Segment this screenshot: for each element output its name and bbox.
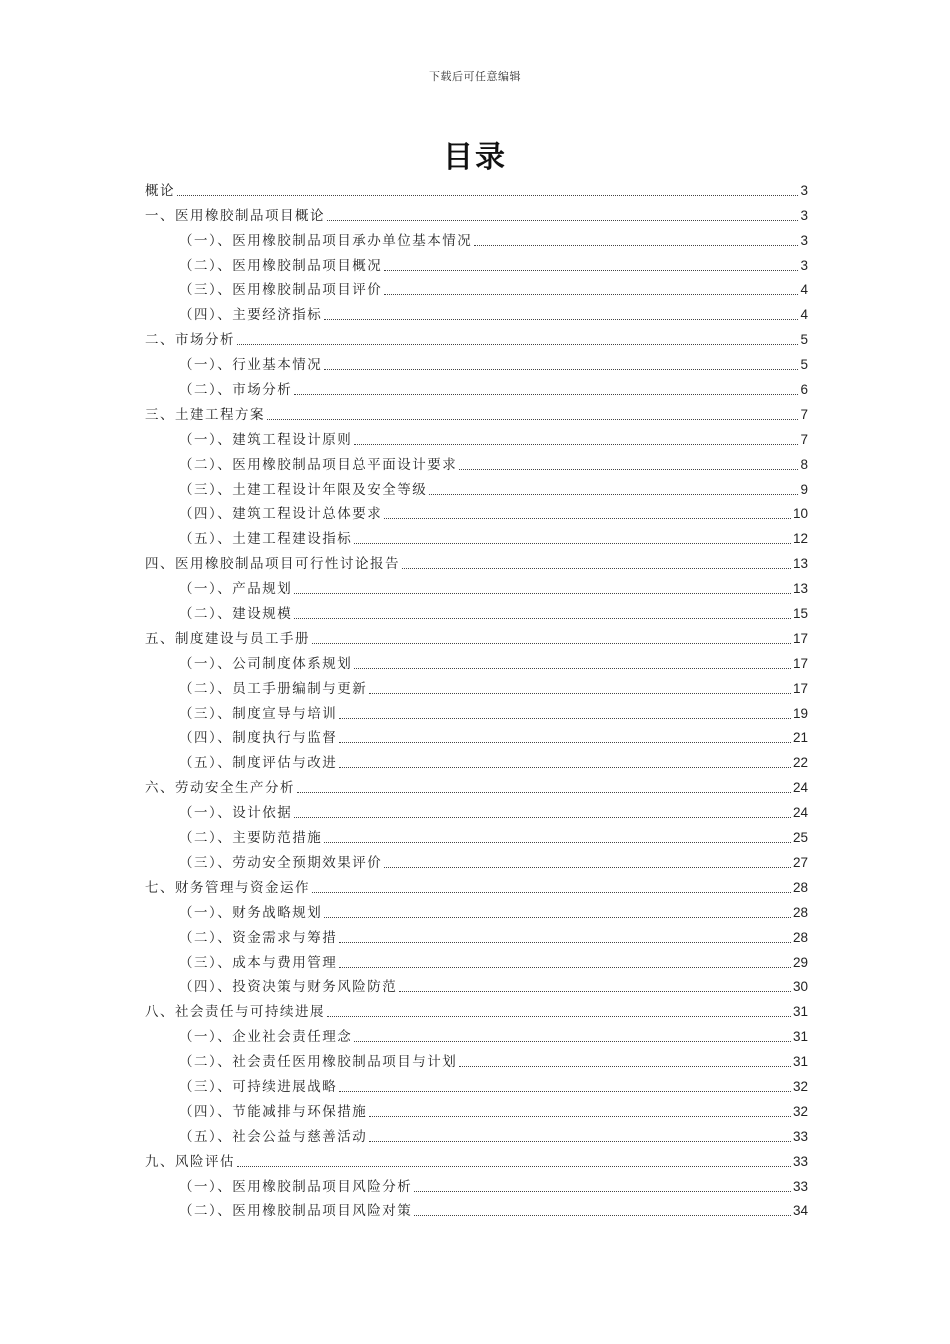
toc-entry-page-number: 28 xyxy=(792,929,808,945)
toc-entry-page-number: 22 xyxy=(792,755,808,771)
toc-entry[interactable] xyxy=(145,1071,808,1096)
dot-leader xyxy=(339,742,791,743)
toc-entry[interactable] xyxy=(145,772,808,797)
toc-entry-label: （二）、医用橡胶制品项目总平面设计要求 xyxy=(179,456,458,473)
page-title: 目录 xyxy=(443,140,507,175)
toc-entry-label: （二）、医用橡胶制品项目概况 xyxy=(179,257,383,274)
toc-entry[interactable] xyxy=(145,200,808,225)
toc-entry-page-number: 28 xyxy=(792,904,808,920)
toc-entry[interactable] xyxy=(145,723,808,748)
toc-entry-page-number: 13 xyxy=(792,556,808,572)
dot-leader xyxy=(474,245,798,246)
toc-entry[interactable] xyxy=(145,847,808,872)
toc-entry[interactable] xyxy=(145,349,808,374)
toc-entry-page-number: 3 xyxy=(800,232,808,248)
dot-leader xyxy=(414,1191,791,1192)
dot-leader xyxy=(294,618,791,619)
toc-entry-page-number: 3 xyxy=(800,182,808,198)
dot-leader xyxy=(384,294,798,295)
toc-entry[interactable] xyxy=(145,374,808,399)
dot-leader xyxy=(237,1166,791,1167)
toc-entry[interactable] xyxy=(145,573,808,598)
dot-leader xyxy=(267,419,798,420)
toc-entry[interactable] xyxy=(145,648,808,673)
toc-entry-page-number: 5 xyxy=(800,357,808,373)
toc-entry-label: （二）、医用橡胶制品项目风险对策 xyxy=(179,1203,413,1220)
dot-leader xyxy=(294,593,791,594)
toc-entry-label: （三）、劳动安全预期效果评价 xyxy=(179,854,383,871)
toc-entry-label: 概论 xyxy=(145,182,175,199)
toc-entry-label: （三）、成本与费用管理 xyxy=(179,954,338,971)
toc-entry-label: 八、社会责任与可持续进展 xyxy=(145,1004,325,1021)
toc-entry-page-number: 13 xyxy=(792,581,808,597)
toc-entry-page-number: 7 xyxy=(800,406,808,422)
toc-entry[interactable] xyxy=(145,797,808,822)
dot-leader xyxy=(177,195,798,196)
toc-entry-page-number: 33 xyxy=(792,1153,808,1169)
toc-entry-label: 三、土建工程方案 xyxy=(145,406,265,423)
toc-entry-page-number: 32 xyxy=(792,1078,808,1094)
toc-entry[interactable] xyxy=(145,1196,808,1221)
dot-leader xyxy=(324,842,791,843)
toc-entry-label: 七、财务管理与资金运作 xyxy=(145,879,310,896)
toc-entry-page-number: 30 xyxy=(792,979,808,995)
toc-entry[interactable] xyxy=(145,747,808,772)
toc-entry[interactable] xyxy=(145,1121,808,1146)
toc-entry[interactable] xyxy=(145,1171,808,1196)
toc-entry-label: （五）、社会公益与慈善活动 xyxy=(179,1128,368,1145)
toc-entry[interactable] xyxy=(145,449,808,474)
toc-entry[interactable] xyxy=(145,499,808,524)
dot-leader xyxy=(237,344,798,345)
toc-entry-label: （一）、企业社会责任理念 xyxy=(179,1029,353,1046)
toc-entry-page-number: 3 xyxy=(800,257,808,273)
dot-leader xyxy=(459,1066,791,1067)
toc-entry[interactable] xyxy=(145,548,808,573)
toc-entry-page-number: 6 xyxy=(800,382,808,398)
header-note: 下载后可任意编辑 xyxy=(429,70,521,83)
dot-leader xyxy=(459,469,798,470)
dot-leader xyxy=(369,693,791,694)
toc-entry-page-number: 31 xyxy=(792,1004,808,1020)
toc-entry-page-number: 17 xyxy=(792,655,808,671)
toc-entry-page-number: 31 xyxy=(792,1029,808,1045)
toc-entry-label: （一）、医用橡胶制品项目风险分析 xyxy=(179,1178,413,1195)
dot-leader xyxy=(339,718,791,719)
dot-leader xyxy=(339,767,791,768)
toc-entry[interactable] xyxy=(145,424,808,449)
toc-entry[interactable] xyxy=(145,922,808,947)
toc-entry-label: （二）、主要防范措施 xyxy=(179,830,323,847)
toc-entry-page-number: 34 xyxy=(792,1203,808,1219)
toc-entry-label: （一）、产品规划 xyxy=(179,581,293,598)
toc-entry-label: （二）、资金需求与筹措 xyxy=(179,929,338,946)
toc-entry-label: （四）、投资决策与财务风险防范 xyxy=(179,979,398,996)
dot-leader xyxy=(354,543,791,544)
toc-entry[interactable] xyxy=(145,299,808,324)
dot-leader xyxy=(384,867,791,868)
toc-entry[interactable] xyxy=(145,623,808,648)
toc-entry-page-number: 27 xyxy=(792,854,808,870)
toc-entry-page-number: 9 xyxy=(800,481,808,497)
toc-entry-label: （一）、行业基本情况 xyxy=(179,357,323,374)
dot-leader xyxy=(324,319,798,320)
dot-leader xyxy=(294,817,791,818)
toc-entry-label: （一）、建筑工程设计原则 xyxy=(179,431,353,448)
toc-entry[interactable] xyxy=(145,598,808,623)
toc-entry-label: （三）、土建工程设计年限及安全等级 xyxy=(179,481,428,498)
toc-entry-label: 二、市场分析 xyxy=(145,332,235,349)
dot-leader xyxy=(324,917,791,918)
toc-entry-page-number: 19 xyxy=(792,705,808,721)
toc-entry-page-number: 24 xyxy=(792,780,808,796)
toc-entry[interactable] xyxy=(145,673,808,698)
toc-entry-page-number: 25 xyxy=(792,830,808,846)
toc-entry-label: （一）、医用橡胶制品项目承办单位基本情况 xyxy=(179,232,473,249)
toc-entry[interactable] xyxy=(145,1146,808,1171)
dot-leader xyxy=(354,444,798,445)
toc-entry-label: （二）、建设规模 xyxy=(179,606,293,623)
toc-entry[interactable] xyxy=(145,897,808,922)
toc-entry[interactable] xyxy=(145,175,808,200)
dot-leader xyxy=(312,892,791,893)
toc-entry-page-number: 24 xyxy=(792,805,808,821)
toc-entry-page-number: 28 xyxy=(792,879,808,895)
toc-entry-label: （四）、主要经济指标 xyxy=(179,307,323,324)
toc-entry-page-number: 17 xyxy=(792,630,808,646)
toc-entry-label: 四、医用橡胶制品项目可行性讨论报告 xyxy=(145,556,400,573)
toc-entry-label: 九、风险评估 xyxy=(145,1153,235,1170)
toc-entry-label: （一）、公司制度体系规划 xyxy=(179,655,353,672)
toc-entry[interactable] xyxy=(145,996,808,1021)
toc-entry-page-number: 4 xyxy=(800,282,808,298)
toc-entry[interactable] xyxy=(145,1096,808,1121)
dot-leader xyxy=(384,270,798,271)
toc-entry[interactable] xyxy=(145,972,808,997)
toc-entry-label: （四）、制度执行与监督 xyxy=(179,730,338,747)
dot-leader xyxy=(384,518,791,519)
dot-leader xyxy=(297,792,791,793)
dot-leader xyxy=(339,967,791,968)
toc-entry-label: 六、劳动安全生产分析 xyxy=(145,780,295,797)
toc-entry-page-number: 10 xyxy=(792,506,808,522)
toc-entry-page-number: 21 xyxy=(792,730,808,746)
dot-leader xyxy=(369,1116,791,1117)
dot-leader xyxy=(327,220,798,221)
toc-entry[interactable] xyxy=(145,474,808,499)
toc-entry[interactable] xyxy=(145,399,808,424)
dot-leader xyxy=(399,991,791,992)
table-of-contents xyxy=(145,175,808,1220)
dot-leader xyxy=(354,668,791,669)
toc-entry-label: （四）、建筑工程设计总体要求 xyxy=(179,506,383,523)
toc-entry-page-number: 33 xyxy=(792,1128,808,1144)
toc-entry[interactable] xyxy=(145,1021,808,1046)
toc-entry-label: （二）、市场分析 xyxy=(179,382,293,399)
toc-entry[interactable] xyxy=(145,822,808,847)
toc-entry-page-number: 17 xyxy=(792,680,808,696)
toc-entry[interactable] xyxy=(145,1046,808,1071)
toc-entry-label: （一）、设计依据 xyxy=(179,805,293,822)
toc-entry-label: （三）、可持续进展战略 xyxy=(179,1078,338,1095)
toc-entry-label: （二）、社会责任医用橡胶制品项目与计划 xyxy=(179,1054,458,1071)
toc-entry-page-number: 5 xyxy=(800,332,808,348)
toc-entry[interactable] xyxy=(145,324,808,349)
toc-entry-page-number: 4 xyxy=(800,307,808,323)
dot-leader xyxy=(402,568,791,569)
dot-leader xyxy=(339,942,791,943)
toc-entry-label: 一、医用橡胶制品项目概论 xyxy=(145,207,325,224)
toc-entry-page-number: 31 xyxy=(792,1054,808,1070)
toc-entry-page-number: 15 xyxy=(792,606,808,622)
dot-leader xyxy=(414,1215,791,1216)
toc-entry[interactable] xyxy=(145,250,808,275)
toc-entry-label: 五、制度建设与员工手册 xyxy=(145,630,310,647)
toc-entry-page-number: 7 xyxy=(800,431,808,447)
dot-leader xyxy=(324,369,798,370)
toc-entry-label: （三）、医用橡胶制品项目评价 xyxy=(179,282,383,299)
dot-leader xyxy=(327,1016,791,1017)
toc-entry[interactable] xyxy=(145,225,808,250)
toc-entry-label: （三）、制度宣导与培训 xyxy=(179,705,338,722)
toc-entry-label: （五）、制度评估与改进 xyxy=(179,755,338,772)
toc-entry-page-number: 29 xyxy=(792,954,808,970)
toc-entry[interactable] xyxy=(145,872,808,897)
toc-entry-page-number: 12 xyxy=(792,531,808,547)
toc-entry-page-number: 32 xyxy=(792,1103,808,1119)
dot-leader xyxy=(354,1041,791,1042)
toc-entry[interactable] xyxy=(145,947,808,972)
toc-entry[interactable] xyxy=(145,275,808,300)
toc-entry[interactable] xyxy=(145,698,808,723)
dot-leader xyxy=(339,1091,791,1092)
dot-leader xyxy=(429,494,798,495)
dot-leader xyxy=(312,643,791,644)
dot-leader xyxy=(294,394,798,395)
toc-entry[interactable] xyxy=(145,523,808,548)
toc-entry-label: （四）、节能减排与环保措施 xyxy=(179,1103,368,1120)
toc-entry-label: （一）、财务战略规划 xyxy=(179,904,323,921)
toc-entry-label: （五）、土建工程建设指标 xyxy=(179,531,353,548)
toc-entry-label: （二）、员工手册编制与更新 xyxy=(179,680,368,697)
toc-entry-page-number: 33 xyxy=(792,1178,808,1194)
toc-entry-page-number: 3 xyxy=(800,207,808,223)
toc-entry-page-number: 8 xyxy=(800,456,808,472)
dot-leader xyxy=(369,1141,791,1142)
